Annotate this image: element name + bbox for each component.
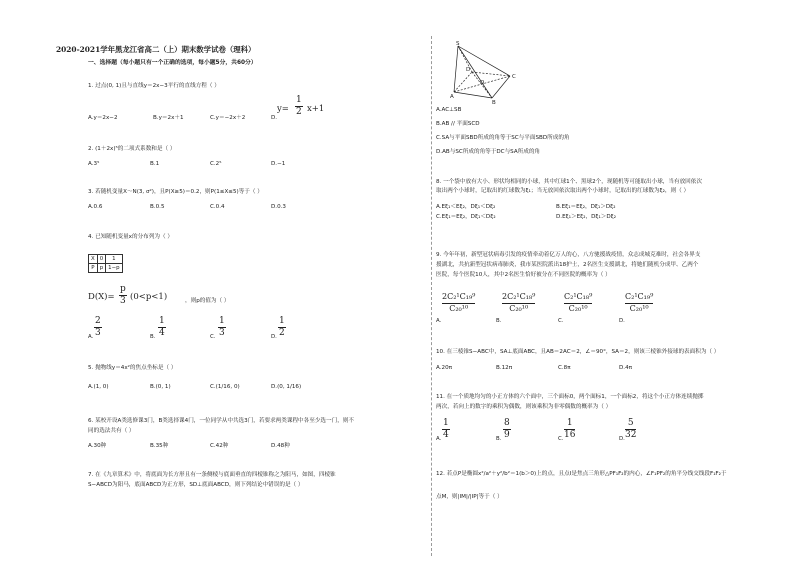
q1-d-den: 2 [296, 107, 302, 117]
q4-dx-num: p [120, 284, 126, 294]
fraction-den: C₂₀¹⁰ [449, 304, 469, 313]
q6-option-b: B.35种 [150, 443, 169, 449]
q1-option-d-letter: D. [271, 115, 278, 121]
table-row [89, 264, 123, 273]
q11-option-b-fraction [503, 418, 511, 440]
q11-option-a-fraction [442, 418, 450, 440]
pyramid-figure [450, 40, 530, 104]
edge-ad [454, 72, 472, 92]
fraction-num: C₂¹C₁₉⁹ [625, 292, 654, 301]
q4-option-b-letter: B. [150, 334, 156, 340]
q3-option-d: D.0.3 [271, 204, 286, 210]
fraction-den: C₂₀¹⁰ [568, 304, 588, 313]
fraction-num: 5 [627, 418, 634, 428]
q9-option-a-letter: A. [436, 318, 442, 324]
fraction-num: 2C₂¹C₁₈⁹ [502, 292, 536, 301]
q1-d-y: y= [277, 104, 289, 114]
q5-option-d: D.(0, 1/16) [271, 384, 302, 390]
fraction-den: 9 [504, 430, 510, 440]
fraction-num: 8 [504, 418, 510, 428]
q8-stem-line2: 取出两个小球时，记取出的红球数为ξ₁；当无放回依次取出两个小球时，记取出的红球数为ξ₂，则（ ） [436, 188, 690, 194]
q9-stem-line1: 9. 今年年初，新型冠状病毒引发的疫情牵动着亿万人的心，八方驰援战疫情，众志成城克难时，社会各界支 [436, 252, 701, 258]
q4-dx-lhs: D(X)= [88, 292, 115, 302]
q8-stem-line1: 8. 一个袋中放有大小、形状均相同的小球，其中红球1个、黑球2个，现随机等可能取出小球，当有放回依次 [436, 179, 702, 185]
q4-dx-after: ，则p的值为（ ） [185, 298, 230, 304]
q9-option-d-letter: D. [619, 318, 625, 324]
q2-option-c: C.2⁵ [210, 161, 222, 167]
q6-stem-line2: 同的选法共有（ ） [88, 428, 135, 434]
q10-option-b: B.12π [496, 365, 513, 371]
fraction-num: C₂¹C₁₈⁹ [564, 292, 593, 301]
label-b: B [492, 100, 496, 104]
q10-option-a: A.20π [436, 365, 452, 371]
fraction-den: 4 [159, 328, 165, 338]
q1-option-b: B.y＝2x＋1 [153, 115, 184, 121]
edge-ab [454, 92, 492, 98]
fraction-num: 2 [95, 316, 101, 326]
q6-stem-line1: 6. 某校开设A类选修课3门，B类选择课4门，一位同学从中共选3门，若要求两类课程中各至少选一门，则不 [88, 418, 354, 424]
q4-dx-fraction [119, 284, 127, 306]
q2-option-b: B.1 [150, 161, 160, 167]
label-c: C [512, 74, 516, 80]
q6-option-a: A.30种 [88, 443, 107, 449]
q9-option-d-fraction [625, 292, 653, 314]
q7-option-d: D.AB与SC所成的角等于DC与SA所成的角 [436, 149, 541, 155]
q4-option-a-fraction [94, 316, 102, 338]
column-divider [431, 36, 432, 556]
q9-option-a-fraction [442, 292, 475, 314]
q11-stem-line1: 11. 在一个质地均匀的小正方体的六个面中，三个面标0，两个面标1，一个面标2，将这个小正方体连续抛掷 [436, 394, 704, 400]
table-cell: 0 [97, 255, 105, 264]
fraction-den: 3 [95, 328, 101, 338]
label-a: A [450, 94, 454, 100]
q7-option-b: B.AB // 平面SCD [436, 121, 480, 127]
q3-stem: 3. 若随机变量X～N(3, σ²)，且P(X≥5)＝0.2，则P(1≤X≤5)等于（ ） [88, 189, 263, 195]
q12-stem-line2: 点M，则|IM|/|IP|等于（ ） [436, 494, 503, 500]
fraction-num: 1 [219, 316, 225, 326]
q9-option-c-letter: C. [558, 318, 564, 324]
fraction-num: 1 [443, 418, 449, 428]
q11-option-d-fraction [625, 418, 636, 440]
q6-option-c: C.42种 [210, 443, 229, 449]
table-cell: X [89, 255, 98, 264]
q9-option-b-letter: B. [496, 318, 502, 324]
q5-option-b: B.(0, 1) [150, 384, 171, 390]
q9-stem-line3: 医院，每个医院10人，其中2名医生恰好被分在不同医院的概率为（ ） [436, 272, 611, 278]
q5-option-a: A.(1, 0) [88, 384, 109, 390]
fraction-num: 1 [566, 418, 573, 428]
q9-stem-line2: 援湖北，共抗新型冠状病毒肺炎，我市某医院派出18护士，2名医生支援湖北，将她们随机分成甲、乙两个 [436, 262, 699, 268]
q4-stem: 4. 已知随机变量x的分布列为（ ） [88, 234, 173, 240]
q6-option-d: D.48种 [271, 443, 290, 449]
q7-option-a: A.AC⊥SB [436, 107, 462, 113]
q3-option-a: A.0.6 [88, 204, 103, 210]
q5-stem: 5. 抛物线y＝4x²的焦点坐标是（ ） [88, 365, 177, 371]
fraction-den: 4 [443, 430, 449, 440]
q12-stem-line1: 12. 若点P是椭圆x²/a²＋y²/b²＝1(b＞0)上的点，且点I是焦点三角形△PF₁F₂的内心，∠F₁PF₂的角平分线交线段F₁F₂于 [436, 471, 727, 477]
q3-option-b: B.0.5 [150, 204, 165, 210]
q5-option-c: C.(1/16, 0) [210, 384, 240, 390]
fraction-den: 3 [219, 328, 225, 338]
q11-option-a-letter: A. [436, 436, 442, 442]
q8-option-a: A.Eξ₁＜Eξ₂，Dξ₁＜Dξ₂ [436, 204, 496, 210]
q11-option-c-letter: C. [558, 436, 564, 442]
q2-stem: 2. (1＋2x)⁵的二项式系数和是（ ） [88, 146, 176, 152]
fraction-num: 1 [159, 316, 165, 326]
q4-option-d-letter: D. [271, 334, 277, 340]
fraction-den: 2 [279, 328, 285, 338]
q1-option-d-formula [277, 104, 289, 114]
q2-option-a: A.3⁵ [88, 161, 100, 167]
q2-option-d: D.−1 [271, 161, 286, 167]
q7-option-c: C.SA与平面SBD所成的角等于SC与平面SBD所成的角 [436, 135, 570, 141]
q3-option-c: C.0.4 [210, 204, 225, 210]
q4-option-a-letter: A. [88, 334, 94, 340]
fraction-num: 1 [279, 316, 285, 326]
edge-sb [458, 46, 492, 98]
q7-stem-line1: 7. 在《九章算术》中，将底面为长方形且有一条侧棱与底面垂直的四棱锥称之为阳马，如图，四棱锥 [88, 472, 336, 478]
q11-option-d-letter: D. [619, 436, 625, 442]
q4-option-b-fraction [158, 316, 166, 338]
edge-bc [492, 76, 510, 98]
q11-option-b-letter: B. [496, 436, 502, 442]
q4-option-d-fraction [278, 316, 286, 338]
q1-d-tail: x+1 [307, 104, 325, 114]
q10-stem: 10. 在三棱锥S−ABC中，SA⊥底面ABC，且AB＝2AC＝2，∠＝90°，SA＝2，则该三棱锥外接球的表面积为（ ） [436, 349, 720, 355]
q4-option-c-fraction [218, 316, 226, 338]
q1-option-c: C.y＝−2x＋2 [210, 115, 246, 121]
q1-d-fraction [295, 95, 303, 117]
section-heading: 一、选择题（每小题只有一个正确的选项，每小题5分，共60分） [88, 60, 257, 66]
q11-option-c-fraction [564, 418, 575, 440]
q10-option-d: D.4π [619, 365, 633, 371]
fraction-den: 16 [564, 430, 576, 440]
table-row [89, 255, 123, 264]
q10-option-c: C.8π [558, 365, 571, 371]
q4-dx-den: 3 [120, 296, 126, 306]
q11-stem-line2: 两次，若向上的数字的乘积为偶数，则该乘积为非零偶数的概率为（ ） [436, 404, 612, 410]
fraction-den: C₂₀¹⁰ [629, 304, 649, 313]
q4-option-c-letter: C. [210, 334, 216, 340]
q9-option-c-fraction [564, 292, 592, 314]
q4-distribution-table [88, 254, 123, 273]
q1-d-num: 1 [296, 95, 302, 105]
fraction-den: C₂₀¹⁰ [509, 304, 529, 313]
q8-option-d: D.Eξ₁＞Eξ₂，Dξ₁＞Dξ₂ [556, 214, 616, 220]
edge-sa [454, 46, 458, 92]
page-title: 2020-2021学年黑龙江省高二（上）期末数学试卷（理科） [56, 45, 256, 54]
table-cell: P [89, 264, 98, 273]
q8-option-c: C.Eξ₁＝Eξ₂，Dξ₁＜Dξ₂ [436, 214, 496, 220]
q4-dx-tail: (0<p<1) [130, 292, 168, 302]
q8-option-b: B.Eξ₁＝Eξ₂，Dξ₁＞Dξ₂ [556, 204, 616, 210]
q1-stem: 1. 过点(0, 1)且与直线y＝2x−3平行的直线方程（ ） [88, 83, 220, 89]
label-o: O [480, 80, 485, 86]
fraction-num: 2C₂¹C₁₉⁹ [442, 292, 476, 301]
table-cell: 1−p [106, 264, 122, 273]
table-cell: 1 [106, 255, 122, 264]
q7-stem-line2: S−ABCD为阳马，底面ABCD为正方形，SD⊥底面ABCD，则下列结论中错误的是（ ） [88, 482, 304, 488]
label-d: D [466, 67, 471, 73]
q9-option-b-fraction [502, 292, 535, 314]
label-s: S [456, 41, 460, 47]
table-cell: p [97, 264, 105, 273]
fraction-den: 32 [625, 430, 637, 440]
q1-option-a: A.y＝2x−2 [88, 115, 118, 121]
